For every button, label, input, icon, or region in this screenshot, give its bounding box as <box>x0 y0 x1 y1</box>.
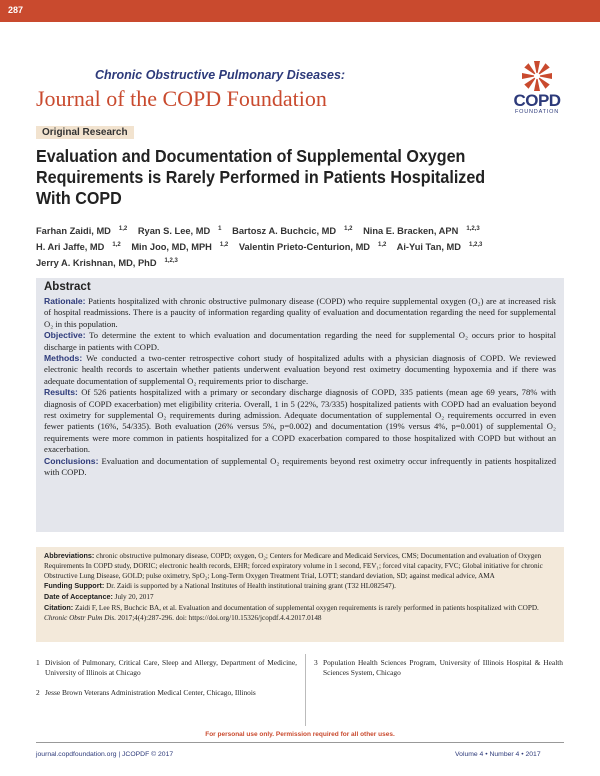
abstract-conclusions: Conclusions: Evaluation and documentation of supplemental O₂ requirements beyond rest oximetry occur infrequently in patients hospitalized with COPD. <box>44 455 556 478</box>
funding-support: Funding Support: Dr. Zaidi is supported by a National Institutes of Health institutional training grant (T32 HL082547). <box>44 581 396 591</box>
abstract-methods: Methods: We conducted a two-center retrospective cohort study of hospitalized adults with a physician diagnosis of COPD. We reviewed electronic health records to ascertain whether patients underwent evaluation beyond rest oximetry documenting hypoxemia and if there was adequate documentation of supplemental O₂ requirements prior to discharge. <box>44 353 556 386</box>
footer-journal-url: journal.copdfoundation.org | JCOPDF © 2017 <box>36 751 174 758</box>
abstract-box <box>36 278 564 532</box>
footer-volume-issue: Volume 4 • Number 4 • 2017 <box>455 751 541 758</box>
journal-subtitle: Chronic Obstructive Pulmonary Diseases: <box>95 68 346 82</box>
personal-use-notice: For personal use only. Permission required for all other uses. <box>205 731 395 738</box>
abstract-results: Results: Of 526 patients hospitalized with a primary or secondary discharge diagnosis of COPD, 335 patients (mean age 69 years, 78% with diagnosis of COPD exacerbation) met eligibility criteria. Overall, 1 in 5 (22%, 73/335) hospitalized patients with COPD had an evaluation beyond rest oximetry for supplemental O₂ requirements during admission. Adequate documentation of supplemental O₂ requirements occurred in even fewer patients (16%, 54/335). Both evaluation (26% versus 5%, p=0.002) and documentation (19% versus 4%, p=0.001) of supplemental O₂ requirements were more common in patients hospitalized for a COPD exacerbation compared to those hospitalized with COPD but without an exacerbation. <box>44 387 556 455</box>
article-title: Evaluation and Documentation of Supplemental Oxygen Requirements is Rarely Performed in Patients Hospitalized With COPD <box>36 146 486 208</box>
citation: Citation: Zaidi F, Lee RS, Buchcic BA, et al. Evaluation and documentation of supplemental oxygen requirements is rarely performed in patients hospitalized with COPD. Chronic Obstr Pulm Dis. 2017;4(4):287-296. doi: https://doi.org/10.15326/jcopdf.4.4.2017.0148 <box>44 602 539 622</box>
author-list <box>36 222 576 270</box>
author: Farhan Zaidi, MD $^{1,2}$ <box>36 226 128 237</box>
abbreviations: Abbreviations: chronic obstructive pulmonary disease, COPD; oxygen, O₂; Centers for Medicare and Medicaid Services, CMS; Documentation and evaluation of Oxygen Requirements In COPD study, DORIC; electronic health records, EHR; forced expiratory volume in 1 second, FEV₁; forced vital capacity, FVC; Global initiative for chronic Obstructive Lung Disease, GOLD; pulse oximetry, SpO₂; Long-Term Oxygen Treatment Trial, LOTT; standard deviation, SD; against medical advice, AMA <box>44 551 543 580</box>
article-info-box <box>36 547 564 642</box>
author: Min Joo, MD, MPH $^{1,2}$ <box>131 242 229 253</box>
author: Valentin Prieto-Centurion, MD $^{1,2}$ <box>238 242 387 253</box>
author: H. Ari Jaffe, MD $^{1,2}$ <box>36 242 121 253</box>
date-of-acceptance: Date of Acceptance: July 20, 2017 <box>44 592 154 602</box>
logo-copd: COPD <box>513 91 561 110</box>
column-divider <box>305 654 306 726</box>
logo-foundation: FOUNDATION <box>515 109 559 115</box>
footer-rule <box>36 742 564 743</box>
top-bar <box>0 0 600 22</box>
author: Ai-Yui Tan, MD $^{1,2,3}$ <box>396 242 483 253</box>
logo-text <box>506 92 568 115</box>
abstract-body <box>44 296 556 479</box>
author: Jerry A. Krishnan, MD, PhD $^{1,2,3}$ <box>36 258 178 269</box>
author: Ryan S. Lee, MD $^1$ <box>137 226 222 237</box>
author: Bartosz A. Buchcic, MD $^{1,2}$ <box>232 226 353 237</box>
abstract-objective: Objective: To determine the extent to which evaluation and documentation regarding the need for supplemental O₂ occurs prior to hospital discharge in patients with COPD. <box>44 330 556 352</box>
abstract-heading: Abstract <box>44 281 91 293</box>
article-info-body <box>44 551 558 624</box>
author: Nina E. Bracken, APN $^{1,2,3}$ <box>363 226 480 237</box>
page-number: 287 <box>8 5 24 15</box>
article-type-badge: Original Research <box>36 126 134 139</box>
abstract-rationale: Rationale: Patients hospitalized with chronic obstructive pulmonary disease (COPD) who require supplemental oxygen (O₂) are at increased risk of hospital readmissions. There is a paucity of information regarding quality of evaluation and documentation regarding the need for supplemental O₂ in this population. <box>44 296 556 329</box>
journal-name: Journal of the COPD Foundation <box>36 86 327 111</box>
